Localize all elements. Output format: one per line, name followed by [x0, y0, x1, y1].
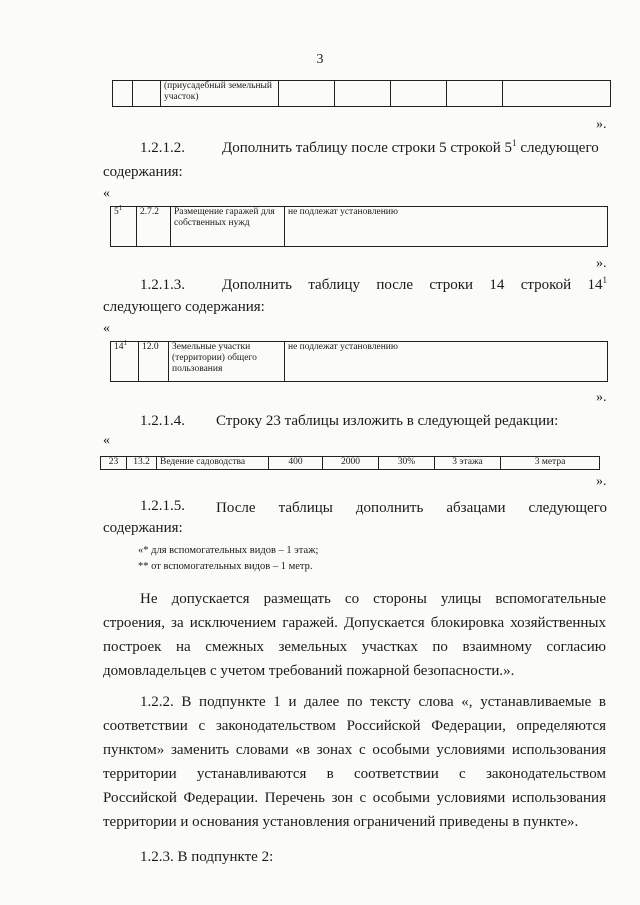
paragraph-line: построек на смежных земельных участках по взаимному согласию — [103, 639, 606, 655]
paragraph-line: Не допускается размещать со стороны улицы вспомогательные — [140, 591, 606, 607]
table-cell: 30% — [379, 457, 435, 470]
section-number: 1.2.1.4. — [140, 413, 185, 429]
table-cell — [503, 81, 611, 107]
paragraph-line: соответствии с законодательством Российской Федерации, определяются — [103, 718, 606, 734]
table-cell: Ведение садоводства — [157, 457, 269, 470]
table-cell: 400 — [269, 457, 323, 470]
footnote-2: ** от вспомогательных видов – 1 метр. — [138, 561, 313, 572]
paragraph-line: территории и основания установления ограничений приведены в пункте». — [103, 814, 579, 830]
table-cell — [391, 81, 447, 107]
page-number: 3 — [316, 52, 324, 67]
open-quote: « — [103, 321, 110, 336]
section-text: Дополнить таблицу после строки 5 строкой $5^1$ следующего — [222, 138, 599, 156]
code-cell: 12.0 — [139, 342, 169, 382]
paragraph-line: территории устанавливаются в соответствии с законодательством — [103, 766, 606, 782]
section-number: 1.2.1.5. — [140, 498, 185, 514]
table-cell: 13.2 — [127, 457, 157, 470]
code-cell: 2.7.2 — [137, 207, 171, 247]
close-quote: ». — [596, 117, 607, 132]
row-14-1-table — [110, 338, 608, 382]
paragraph-line: 1.2.3. В подпункте 2: — [140, 849, 274, 865]
table-cell: 3 метра — [501, 457, 600, 470]
table-cell: 3 этажа — [435, 457, 501, 470]
paragraph-line: строения, за исключением гаражей. Допускается блокировка хозяйственных — [103, 615, 606, 631]
paragraph-line: 1.2.2. В подпункте 1 и далее по тексту слова «, устанавливаемые в — [140, 694, 606, 710]
close-quote: ». — [596, 256, 607, 271]
paragraph-line: Российской Федерации. Перечень зон с особыми условиями использования — [103, 790, 606, 806]
table-cell — [279, 81, 335, 107]
table-cell: 23 — [101, 457, 127, 470]
close-quote: ». — [596, 390, 607, 405]
paragraph-line: пунктом» заменить словами «в зонах с особыми условиями использования — [103, 742, 606, 758]
top-table-fragment — [112, 80, 611, 107]
param-cell: не подлежат установлению — [285, 342, 608, 382]
table-cell — [113, 81, 133, 107]
footnote-1: «* для вспомогательных видов – 1 этаж; — [138, 545, 319, 556]
param-cell: не подлежат установлению — [285, 207, 608, 247]
section-text: Строку 23 таблицы изложить в следующей редакции: — [216, 413, 559, 429]
row-23-table — [100, 456, 600, 470]
table-cell: (приусадебный земельный участок) — [161, 81, 279, 107]
section-text-line2: следующего содержания: — [103, 299, 265, 315]
table-cell: 2000 — [323, 457, 379, 470]
row-number: $5^1$ — [111, 207, 137, 247]
table-cell — [133, 81, 161, 107]
use-cell: Земельные участки (территории) общего пользования — [169, 342, 285, 382]
section-text: После таблицы дополнить абзацами следующего — [216, 500, 607, 516]
table-cell — [447, 81, 503, 107]
section-text-line2: содержания: — [103, 520, 183, 536]
use-cell: Размещение гаражей для собственных нужд — [171, 207, 285, 247]
row-5-1-table — [110, 203, 608, 247]
open-quote: « — [103, 433, 110, 448]
section-text: Дополнить таблицу после строки 14 строкой $14^1$ — [222, 275, 607, 293]
section-text-line2: содержания: — [103, 164, 183, 180]
close-quote: ». — [596, 474, 607, 489]
row-number: $14^1$ — [111, 342, 139, 382]
table-cell — [335, 81, 391, 107]
section-number: 1.2.1.2. — [140, 140, 185, 156]
section-number: 1.2.1.3. — [140, 277, 185, 293]
paragraph-line: домовладельцев с учетом требований пожарной безопасности.». — [103, 663, 515, 679]
open-quote: « — [103, 186, 110, 201]
